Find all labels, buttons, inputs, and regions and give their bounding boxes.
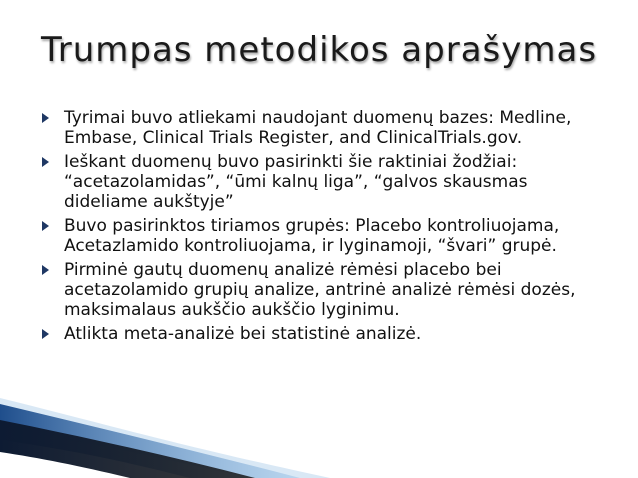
arrow-bullet-icon <box>42 329 49 339</box>
bullet-text: Atlikta meta-analizė bei statistinė analizė. <box>64 324 422 344</box>
arrow-bullet-icon <box>42 265 49 275</box>
bullet-item <box>40 108 610 148</box>
bullet-text: Tyrimai buvo atliekami naudojant duomenų bazes: Medline, Embase, Clinical Trials Register, and ClinicalTrials.gov. <box>64 108 572 148</box>
arrow-bullet-icon <box>42 157 49 167</box>
bullet-item <box>40 152 610 212</box>
slide-title: Trumpas metodikos aprašymas <box>40 30 598 70</box>
bullet-item <box>40 216 610 256</box>
ribbon-blue-band <box>0 404 300 478</box>
arrow-bullet-icon <box>42 221 49 231</box>
ribbon-light-band <box>0 398 330 478</box>
bullet-item <box>40 260 610 320</box>
ribbon-dark-band <box>0 420 255 478</box>
bullet-text: Buvo pasirinktos tiriamos grupės: Placebo kontroliuojama, Acetazlamido kontroliuojama, ir lyginamoji, “švari” grupė. <box>64 216 560 256</box>
bullet-text: Ieškant duomenų buvo pasirinkti šie raktiniai žodžiai: “acetazolamidas”, “ūmi kalnų liga”, “galvos skausmas dideliame aukštyje” <box>64 152 528 212</box>
bullet-item <box>40 324 610 344</box>
bullet-text: Pirminė gautų duomenų analizė rėmėsi placebo bei acetazolamido grupių analize, antrinė analizė rėmėsi dozės, maksimalaus aukščio aukščio lyginimu. <box>64 260 576 320</box>
bullet-list <box>40 108 610 348</box>
arrow-bullet-icon <box>42 113 49 123</box>
